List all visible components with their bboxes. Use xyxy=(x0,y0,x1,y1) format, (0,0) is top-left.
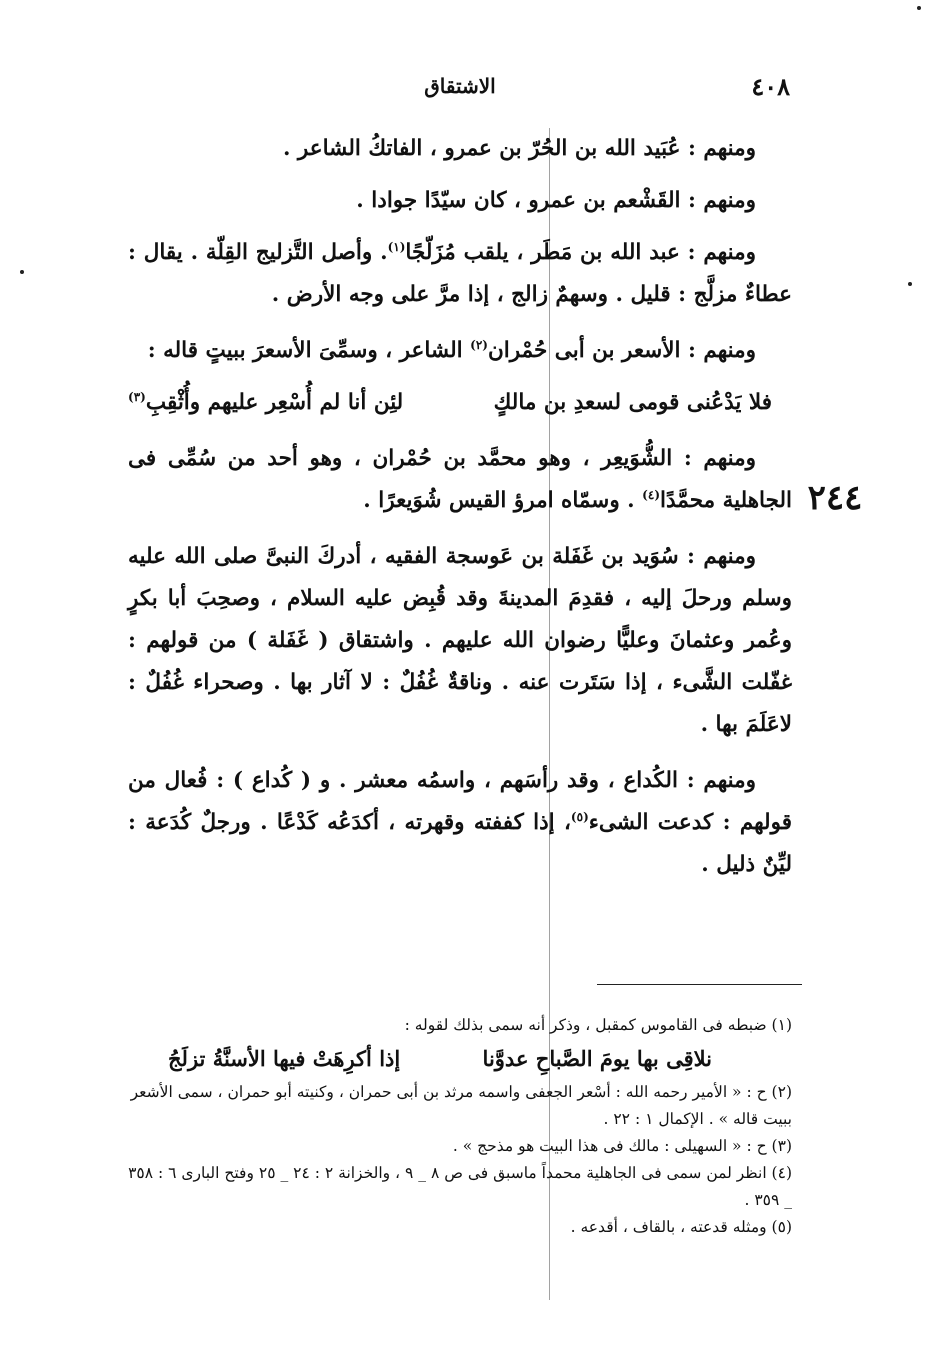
footnotes xyxy=(128,1012,792,1241)
paragraph-asar xyxy=(128,330,792,372)
scan-speck xyxy=(908,282,912,286)
footnote-mark: (٢) xyxy=(470,337,488,352)
paragraph-text: . وسمّاه امرؤ القيس شُوَيعرًا . xyxy=(363,488,635,513)
footnote-mark: (٤) xyxy=(642,487,660,502)
margin-number: ٢٤٤ xyxy=(807,478,863,518)
footnote-verse-first: نلاقِى بها يومَ الصَّباحِ عدوَّنا xyxy=(482,1046,712,1071)
footnote-mark: (٥) xyxy=(570,809,589,824)
paragraph-ubaidallah: ومنهم : عُبَيد الله بن الحُرّ بن عمرو ، الفاتكُ الشاعر . xyxy=(282,136,756,161)
poem-verse xyxy=(128,382,792,424)
footnote-verse-second: إذا أكرِهَتْ فيها الأسنَّةُ تزلَجُ xyxy=(168,1046,401,1071)
footnote-1: (١) ضبطه فى القاموس كمقبل ، وذكر أنه سمى بذلك لقوله : xyxy=(404,1016,792,1034)
verse-second-hemistich: لئِن أنا لم أُسْعِر عليهم وأُثْقِبِ xyxy=(145,390,404,415)
footnote-mark: (٣) xyxy=(128,389,146,404)
paragraph-abdallah-mutar xyxy=(128,232,792,316)
paragraph-text: ومنهم : الكُداع ، وقد رأسَهم ، واسمُه معشر . و ( كُداع ) : فُعال من قولهم : كدعت الشىء xyxy=(128,768,792,835)
paragraph-text: ومنهم : الأسعر بن أبى حُمْران xyxy=(487,338,756,363)
paragraph-suwaid: ومنهم : سُوَيد بن غَفَلة بن عَوسجة الفقيه ، أدركَ النبىَّ صلى الله عليه وسلم ورحلَ إليه ، فقدِمَ المدينةَ وقد قُبِض عليه السلام ، وصحِبَ أبا بكرٍ وعُمر وعثمانَ وعليًّا رضوان الله عليهم . واشتقاق ( غَفَلة ) من قولهم : غفّلت الشَّىء ، إذا سَتَرت عنه . وناقةٌ غُفُلٌ : لا آثار بها . وصحراء غُفُلٌ : لاعَلَمَ بها . xyxy=(128,544,792,737)
footnote-4: (٤) انظر لمن سمى فى الجاهلية محمداً ماسبق فى ص ٨ _ ٩ ، والخزانة ٢ : ٢٤ _ ٢٥ وفتح البارى ٦ : ٣٥٨ _ ٣٥٩ . xyxy=(128,1164,792,1209)
paragraph-text: ومنهم : الشُّوَيعِر ، وهو محمَّد بن حُمْران ، وهو أحد من سُمِّى فى الجاهلية محمَّدًا xyxy=(128,446,792,513)
verse-first-hemistich: فلا يَدْعُنى قومى لسعدِ بن مالكٍ xyxy=(493,390,772,415)
paragraph-qasham: ومنهم : القَشْعم بن عمرو ، كان سيّدًا جوادا . xyxy=(356,188,756,213)
running-title: الاشتقاق xyxy=(424,74,496,98)
paragraph-text: ، إذا كففته وقهرته ، أكدَعُه كَدْعًا . ورجلٌ كُدَعة : ليِّنٌ ذليل . xyxy=(128,810,792,877)
main-text xyxy=(128,128,792,900)
page-header xyxy=(130,72,790,102)
scan-speck xyxy=(917,6,921,10)
paragraph-shuwair xyxy=(128,438,792,522)
page-number: ٤٠٨ xyxy=(751,72,790,101)
footnote-mark: (١) xyxy=(387,239,406,254)
paragraph-kudaa xyxy=(128,760,792,886)
scan-speck xyxy=(20,270,24,274)
footnote-5: (٥) ومثله قدعته ، بالقاف ، أقدعه . xyxy=(570,1218,792,1236)
paragraph-text: الشاعر ، وسمِّىَ الأسعرَ ببيتٍ قاله : xyxy=(147,338,463,363)
footnote-1-verse xyxy=(128,1039,792,1079)
paragraph-text: . وأصل التَّزليج القِلّة . يقال : عطاءٌ مزلَّج : قليل . وسهمٌ زالج ، إذا مرَّ على وجه الأرض . xyxy=(128,240,792,307)
footnote-separator xyxy=(597,984,802,985)
footnote-3: (٣) ح : « السهيلى : مالك فى هذا البيت هو مذحج » . xyxy=(452,1137,792,1155)
footnote-2: (٢) ح : « الأمير رحمه الله : أسْعر الجعفى واسمه مرثد بن أبى حمران ، وكنيته أبو حمران ، سمى الأشعر ببيت قاله » . الإكمال ١ : ٢٢ . xyxy=(130,1083,792,1128)
paragraph-text: ومنهم : عبد الله بن مَطَر ، يلقب مُزَلّجًا xyxy=(405,240,756,265)
verse-second-hemistich-wrap xyxy=(128,382,403,424)
